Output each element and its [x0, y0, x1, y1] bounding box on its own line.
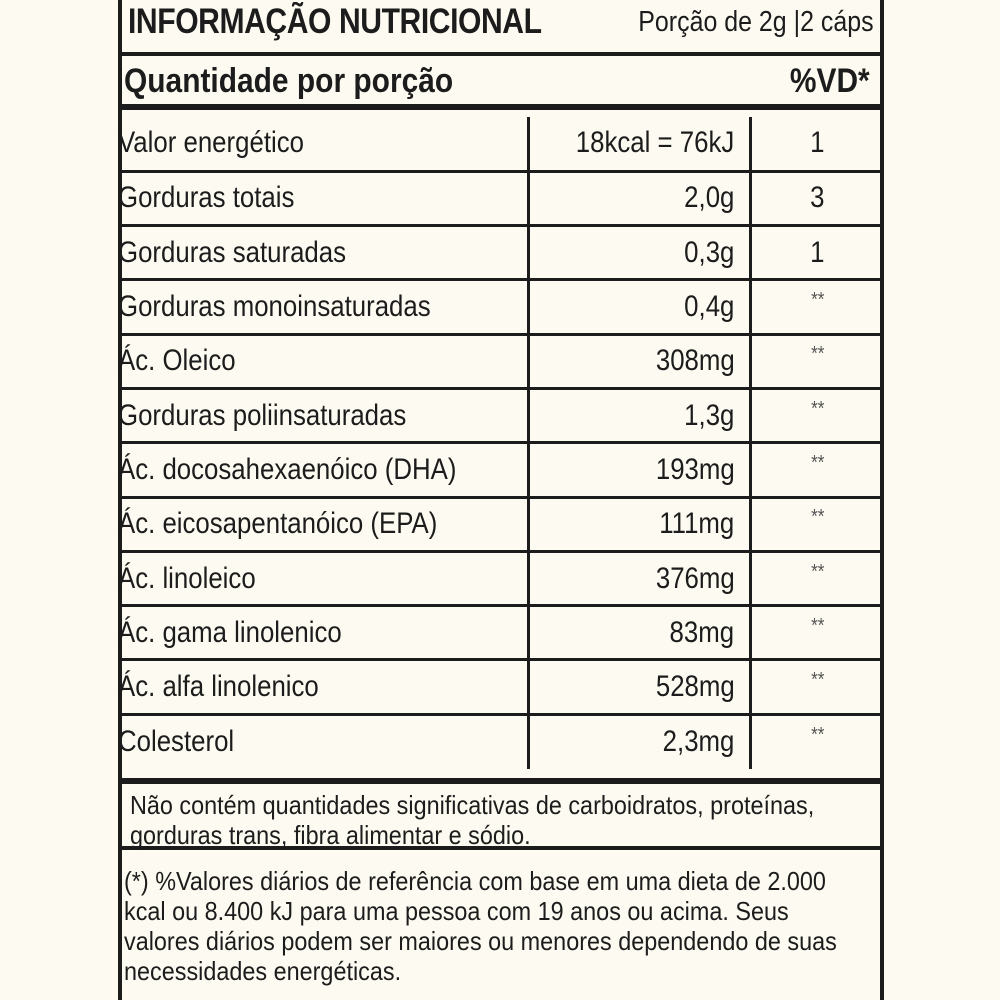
nutrient-name-text: Ác. gama linolenico — [118, 615, 342, 649]
nutrient-daily-value — [750, 606, 884, 660]
nutrition-table — [118, 117, 884, 769]
nutrient-daily-value — [750, 497, 884, 551]
nutrient-quantity — [528, 334, 750, 388]
label-header — [118, 0, 884, 56]
nutrient-daily-value-text: 3 — [810, 181, 825, 215]
nutrient-row — [118, 497, 884, 551]
nutrient-row — [118, 443, 884, 497]
nutrient-name — [118, 388, 528, 442]
nutrient-name-text: Gorduras saturadas — [118, 235, 347, 269]
footnote-line: valores diários podem ser maiores ou menores dependendo de suas — [124, 926, 837, 956]
nutrient-daily-value-text: 1 — [810, 235, 825, 269]
nutrient-name — [118, 280, 528, 334]
nutrient-daily-value — [750, 280, 884, 334]
nutrient-daily-value — [750, 334, 884, 388]
nutrient-daily-value-text: ** — [811, 669, 825, 692]
portion-size: Porção de 2g |2 cáps — [638, 6, 874, 38]
nutrient-quantity — [528, 443, 750, 497]
nutrient-daily-value — [750, 117, 884, 171]
quantity-per-portion-heading: Quantidade por porção — [124, 62, 454, 100]
nutrient-name-text: Ác. alfa linolenico — [118, 670, 319, 704]
nutrient-quantity — [528, 606, 750, 660]
nutrient-daily-value-text: ** — [811, 289, 825, 312]
not-significant-note — [118, 778, 884, 850]
nutrient-name-text: Ác. linoleico — [118, 561, 256, 595]
nutrient-quantity — [528, 660, 750, 714]
nutrient-name — [118, 714, 528, 768]
nutrient-daily-value — [750, 388, 884, 442]
daily-value-heading: %VD* — [790, 62, 870, 100]
label-title: INFORMAÇÃO NUTRICIONAL — [128, 2, 542, 41]
nutrient-daily-value — [750, 226, 884, 280]
nutrient-name — [118, 606, 528, 660]
nutrient-quantity-text: 0,3g — [684, 235, 735, 269]
nutrient-name — [118, 334, 528, 388]
nutrient-name-text: Ác. docosahexaenóico (DHA) — [118, 452, 457, 486]
nutrient-daily-value-text: ** — [811, 451, 825, 474]
daily-value-footnote — [124, 866, 880, 986]
nutrient-daily-value-text: ** — [811, 614, 825, 637]
nutrient-name-text: Gorduras monoinsaturadas — [118, 290, 431, 324]
nutrient-name-text: Ác. eicosapentanóico (EPA) — [118, 507, 438, 541]
nutrient-row — [118, 606, 884, 660]
nutrient-quantity — [528, 388, 750, 442]
nutrient-daily-value — [750, 660, 884, 714]
nutrient-quantity-text: 2,3mg — [662, 725, 735, 759]
nutrient-daily-value-text: ** — [811, 724, 825, 747]
nutrient-quantity — [528, 226, 750, 280]
nutrient-name — [118, 226, 528, 280]
nutrient-name-text: Colesterol — [118, 725, 235, 759]
nutrient-row — [118, 714, 884, 768]
nutrient-daily-value-text: ** — [811, 560, 825, 583]
nutrient-quantity-text: 83mg — [669, 615, 735, 649]
nutrient-name — [118, 551, 528, 605]
nutrient-daily-value — [750, 443, 884, 497]
nutrient-daily-value — [750, 714, 884, 768]
nutrient-name-text: Gorduras totais — [118, 181, 295, 215]
nutrient-name — [118, 171, 528, 225]
nutrient-daily-value-text: ** — [811, 397, 825, 420]
nutrient-quantity — [528, 280, 750, 334]
nutrient-daily-value — [750, 171, 884, 225]
nutrient-name-text: Valor energético — [118, 126, 304, 160]
nutrient-quantity-text: 2,0g — [684, 181, 735, 215]
nutrient-row — [118, 660, 884, 714]
note-line: Não contém quantidades significativas de carboidratos, proteínas, — [130, 790, 815, 820]
nutrient-quantity-text: 528mg — [655, 670, 735, 704]
nutrient-quantity — [528, 171, 750, 225]
nutrient-quantity-text: 1,3g — [684, 398, 735, 432]
nutrient-row — [118, 226, 884, 280]
nutrient-name — [118, 497, 528, 551]
nutrient-name — [118, 443, 528, 497]
nutrient-row — [118, 117, 884, 171]
nutrient-name-text: Ác. Oleico — [118, 344, 236, 378]
nutrient-daily-value — [750, 551, 884, 605]
footnote-line: kcal ou 8.400 kJ para uma pessoa com 19 anos ou acima. Seus — [124, 896, 789, 926]
note-line: gorduras trans, fibra alimentar e sódio. — [130, 820, 531, 850]
nutrient-daily-value-text: ** — [811, 343, 825, 366]
nutrient-quantity-text: 0,4g — [684, 290, 735, 324]
nutrient-row — [118, 171, 884, 225]
nutrient-quantity-text: 18kcal = 76kJ — [576, 126, 735, 160]
footnote-line: necessidades energéticas. — [124, 956, 402, 986]
nutrient-quantity-text: 376mg — [655, 561, 735, 595]
nutrient-row — [118, 551, 884, 605]
label-subheader — [118, 56, 884, 110]
nutrient-name — [118, 660, 528, 714]
nutrient-daily-value-text: ** — [811, 506, 825, 529]
nutrient-row — [118, 280, 884, 334]
nutrient-row — [118, 334, 884, 388]
nutrient-quantity-text: 308mg — [655, 344, 735, 378]
nutrient-daily-value-text: 1 — [810, 126, 825, 160]
nutrient-name — [118, 117, 528, 171]
footnote-line: (*) %Valores diários de referência com base em uma dieta de 2.000 — [124, 866, 826, 896]
nutrient-quantity — [528, 497, 750, 551]
nutrient-quantity-text: 111mg — [659, 507, 735, 541]
nutrient-quantity — [528, 551, 750, 605]
nutrient-quantity — [528, 714, 750, 768]
nutrient-row — [118, 388, 884, 442]
nutrient-quantity — [528, 117, 750, 171]
nutrient-name-text: Gorduras poliinsaturadas — [118, 398, 407, 432]
nutrient-quantity-text: 193mg — [655, 452, 735, 486]
